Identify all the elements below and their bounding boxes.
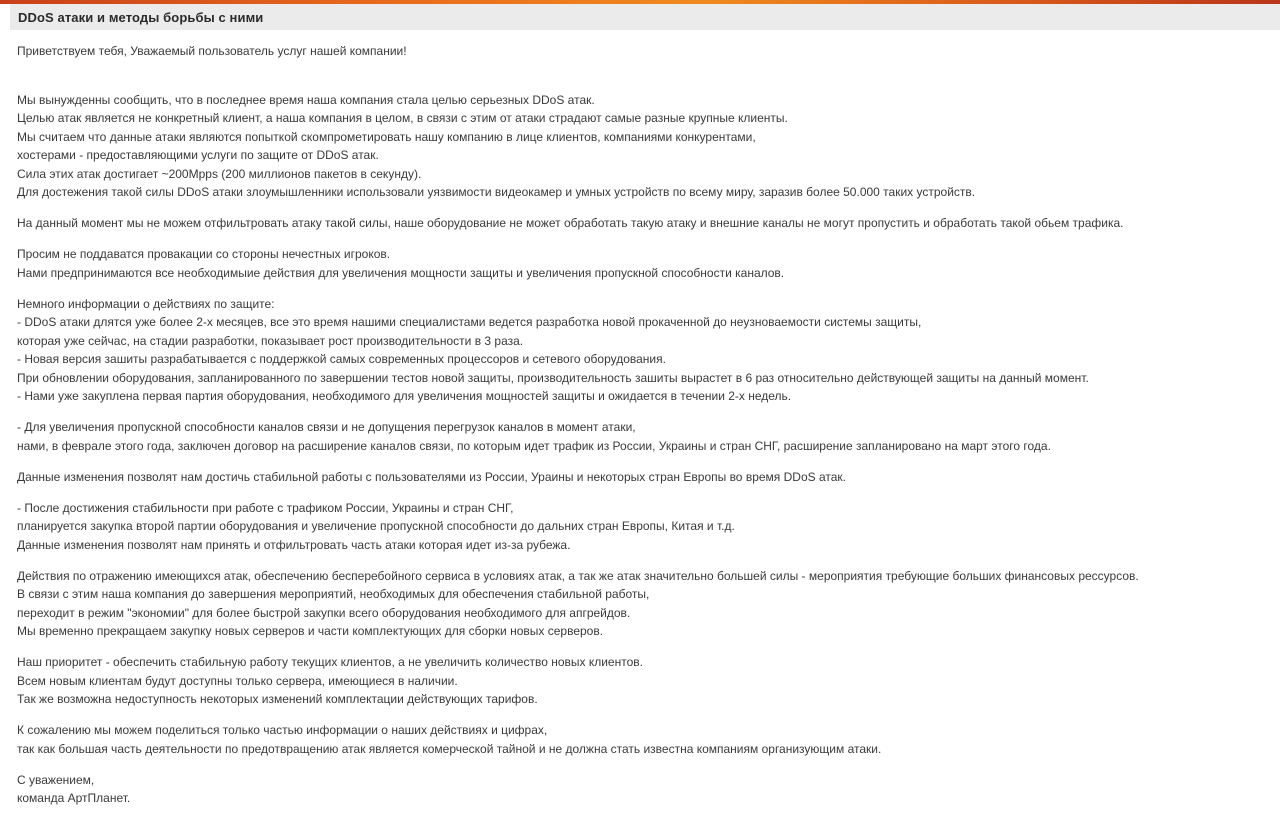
text-line: Целью атак является не конкретный клиент, а наша компания в целом, в связи с этим от атаки страдают самые разные крупные клиенты. bbox=[17, 111, 788, 125]
text-line: Данные изменения позволят нам принять и отфильтровать часть атаки которая идет из-за рубежа. bbox=[17, 537, 571, 552]
text-line: Приветствуем тебя, Уважаемый пользователь услуг нашей компании! bbox=[17, 44, 407, 58]
text-line: Всем новым клиентам будут доступны только сервера, имеющиеся в наличии. bbox=[17, 673, 458, 688]
paragraph-economy-mode bbox=[17, 567, 1267, 641]
text-line: Мы вынужденны сообщить, что в последнее время наша компания стала целью серьезных DDoS атак. bbox=[17, 92, 595, 107]
text-line: Немного информации о действиях по защите: bbox=[17, 296, 275, 311]
signature-line: команда АртПланет. bbox=[17, 791, 131, 805]
text-line: Наш приоритет - обеспечить стабильную работу текущих клиентов, а не увеличить количество новых клиентов. bbox=[17, 655, 643, 669]
text-line: Данные изменения позволят нам достичь стабильной работы с пользователями из России, Ураины и некоторых стран Европы во время DDoS атак. bbox=[17, 469, 846, 484]
text-line: При обновлении оборудования, запланированного по завершении тестов новой защиты, производительность зашиты вырастет в 6 раз относительно действующей защиты на данный момент. bbox=[17, 370, 1089, 385]
text-line: В связи с этим наша компания до завершения мероприятий, необходимых для обеспечения стабильной работы, bbox=[17, 587, 650, 601]
text-line: Нами предпринимаются все необходимыие действия для увеличения мощности защиты и увеличения пропускной способности каналов. bbox=[17, 265, 785, 280]
text-line: К сожалению мы можем поделиться только частью информации о наших действиях и цифрах, bbox=[17, 723, 548, 737]
text-line: - После достижения стабильности при работе с трафиком России, Украины и стран СНГ, bbox=[17, 500, 514, 515]
text-line: так как большая часть деятельности по предотвращению атак является комерческой тайной и не должна стать известна компаниям организующим атаки. bbox=[17, 741, 882, 756]
text-line: Для достежения такой силы DDoS атаки злоумышленники использовали уязвимости видеокамер и умных устройств по всему миру, заразив более 50.000 таких устройств. bbox=[17, 185, 976, 199]
text-line: Мы временно прекращаем закупку новых серверов и части комплектующих для сборки новых серверов. bbox=[17, 624, 604, 638]
text-line: переходит в режим "экономии" для более быстрой закупки всего оборудования необходимого для апгрейдов. bbox=[17, 605, 631, 620]
text-line: - Для увеличения пропускной способности каналов связи и не допущения перегрузок каналов в момент атаки, bbox=[17, 420, 636, 434]
paragraph-priority bbox=[17, 653, 1267, 709]
article-header bbox=[10, 4, 1280, 30]
paragraph-channels bbox=[17, 418, 1267, 455]
paragraph-protection-info bbox=[17, 295, 1267, 406]
paragraph-intro bbox=[17, 91, 1267, 202]
text-line: планируется закупка второй партии оборудования и увеличение пропускной способности до дальних стран Европы, Китая и т.д. bbox=[17, 519, 735, 533]
text-line: - DDoS атаки длятся уже более 2-х месяцев, все это время нашими специалистами ведется разработка новой прокаченной до неузноваемости системы защиты, bbox=[17, 315, 922, 329]
text-line: Так же возможна недоступность некоторых изменений комплектации действующих тарифов. bbox=[17, 692, 538, 706]
paragraph-stability bbox=[17, 468, 1267, 487]
text-line: хостерами - предоставляющими услуги по защите от DDoS атак. bbox=[17, 148, 379, 162]
text-line: Мы считаем что данные атаки являются попыткой скомпрометировать нашу компанию в лице клиентов, компаниями конкурентами, bbox=[17, 129, 756, 144]
text-line: нами, в феврале этого года, заключен договор на расширение каналов связи, по которым идет трафик из России, Украины и стран СНГ, расширение запланировано на март этого года. bbox=[17, 438, 1051, 453]
paragraph-current-state bbox=[17, 214, 1267, 233]
text-line: На данный момент мы не можем отфильтровать атаку такой силы, наше оборудование не может обработать такую атаку и внешние каналы не могут пропустить и обработать такой обьем трафика. bbox=[17, 216, 1124, 230]
text-line: Просим не поддаватся провакации со стороны нечестных игроков. bbox=[17, 247, 391, 261]
text-line: которая уже сейчас, на стадии разработки, показывает рост производительности в 3 раза. bbox=[17, 333, 524, 348]
paragraph-greeting bbox=[17, 42, 1267, 61]
paragraph-confidential bbox=[17, 721, 1267, 758]
text-line: - Новая версия зашиты разрабатывается с поддержкой самых современных процессоров и сетевого оборудования. bbox=[17, 352, 666, 366]
text-line: Действия по отражению имеющихся атак, обеспечению бесперебойного сервиса в условиях атак, а так же атак значительно большей силы - мероприятия требующие больших финансовых рессурсов. bbox=[17, 568, 1139, 583]
paragraph-second-batch bbox=[17, 499, 1267, 555]
article-body bbox=[17, 42, 1267, 820]
article-title: DDoS атаки и методы борьбы с ними bbox=[18, 9, 264, 25]
signature-line: С уважением, bbox=[17, 772, 95, 787]
text-line: Сила этих атак достигает ~200Mpps (200 миллионов пакетов в секунду). bbox=[17, 166, 422, 181]
text-line: - Нами уже закуплена первая партия оборудования, необходимого для увеличения мощностей защиты и ожидается в течении 2-х недель. bbox=[17, 389, 792, 403]
paragraph-request bbox=[17, 245, 1267, 282]
